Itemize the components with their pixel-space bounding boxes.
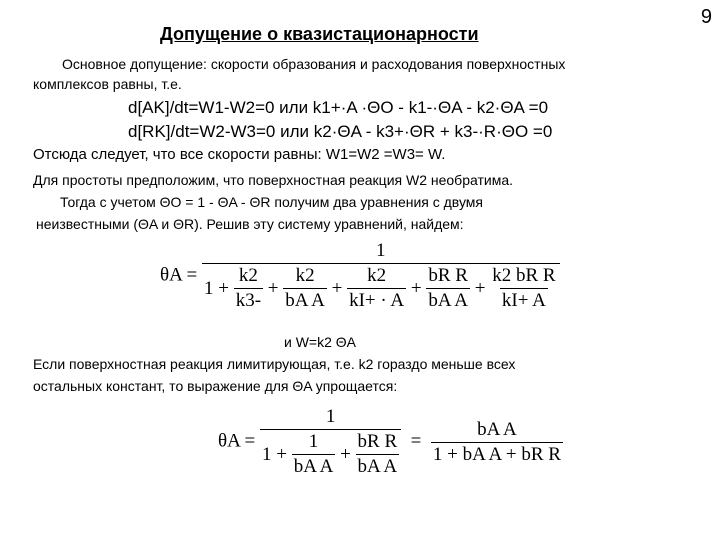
w-result: и W=k2 ΘA (284, 334, 357, 350)
formula1-one: 1 (204, 277, 214, 299)
formula1-t4-den: bA A (428, 290, 468, 311)
formula-theta-a-full: θA = 1 1 + $\frac{k2}{k3-}$ + $\frac{k2}{\text{bA A}}$ + $\frac{k2}{kI+ \cdot A}$ + $\frac{\text{bR R}}{\text{bA A}}$ + $\frac{\text{k2 bR R}}{kI+ A}$ (160, 240, 560, 312)
intro-line-2: комплексов равны, т.е. (33, 76, 182, 92)
formula1-t5-den: kI+ A (501, 290, 546, 311)
formula2-t-num: bR R (357, 431, 398, 452)
formula2-one: 1 (262, 443, 272, 465)
formula1-t2-den: bA A (285, 290, 325, 311)
limiting-line-1: Если поверхностная реакция лимитирующая, т.е. k2 гораздо меньше всех (33, 356, 516, 372)
formula1-t3-den: kI+ · A (349, 290, 405, 311)
formula1-numerator: 1 (376, 240, 386, 261)
formula2-numerator: 1 (325, 406, 336, 427)
formula1-t3-num: k2 (367, 265, 387, 286)
then-line-2: неизвестными (ΘA и ΘR). Решив эту систему уравнений, найдем: (36, 216, 464, 232)
limiting-line-2: остальных констант, то выражение для ΘA упрощается: (33, 378, 398, 394)
formula1-t2-num: k2 (295, 265, 315, 286)
formula2-t-den: bA A (357, 456, 398, 477)
then-line-1: Тогда с учетом ΘO = 1 - ΘA - ΘR получим два уравнения с двумя (60, 194, 483, 210)
formula1-t4-num: bR R (428, 265, 468, 286)
page-title: Допущение о квазистационарности (160, 24, 479, 44)
formula1-t1-den: k3- (235, 290, 262, 311)
intro-line-1: Основное допущение: скорости образования и расходования поверхностных (62, 56, 566, 72)
assumption-text: Для простоты предположим, что поверхностная реакция W2 необратима. (33, 172, 513, 188)
formula1-t5-num: k2 bR R (492, 265, 556, 286)
formula1-lhs: θA = (160, 264, 198, 286)
formula-theta-a-simplified: θA = 1 1 + $\frac{1}{\text{bA A}}$ + $\frac{\text{bR R}}{\text{bA A}}$ = $\frac{\text{bA A}}{\text{1 + bA A + bR R}}$ (218, 406, 561, 477)
equation-2: d[RK]/dt=W2-W3=0 или k2·ΘA - k3+·ΘR + k3-·R·ΘO =0 (128, 122, 553, 141)
formula2-inner-den: bA A (293, 456, 334, 477)
formula2-rhs-num: bA A (477, 418, 517, 440)
formula2-inner-one: 1 (308, 431, 319, 452)
equation-1: d[AK]/dt=W1-W2=0 или k1+·A ·ΘO - k1-·ΘA - k2·ΘA =0 (128, 98, 549, 117)
formula1-t1-num: k2 (238, 265, 258, 286)
page-number: 9 (700, 6, 712, 28)
formula2-rhs-den: 1 + bA A + bR R (432, 443, 561, 465)
formula2-lhs: θA = (218, 430, 256, 452)
conclusion-text: Отсюда следует, что все скорости равны: W1=W2 =W3= W. (33, 146, 446, 163)
